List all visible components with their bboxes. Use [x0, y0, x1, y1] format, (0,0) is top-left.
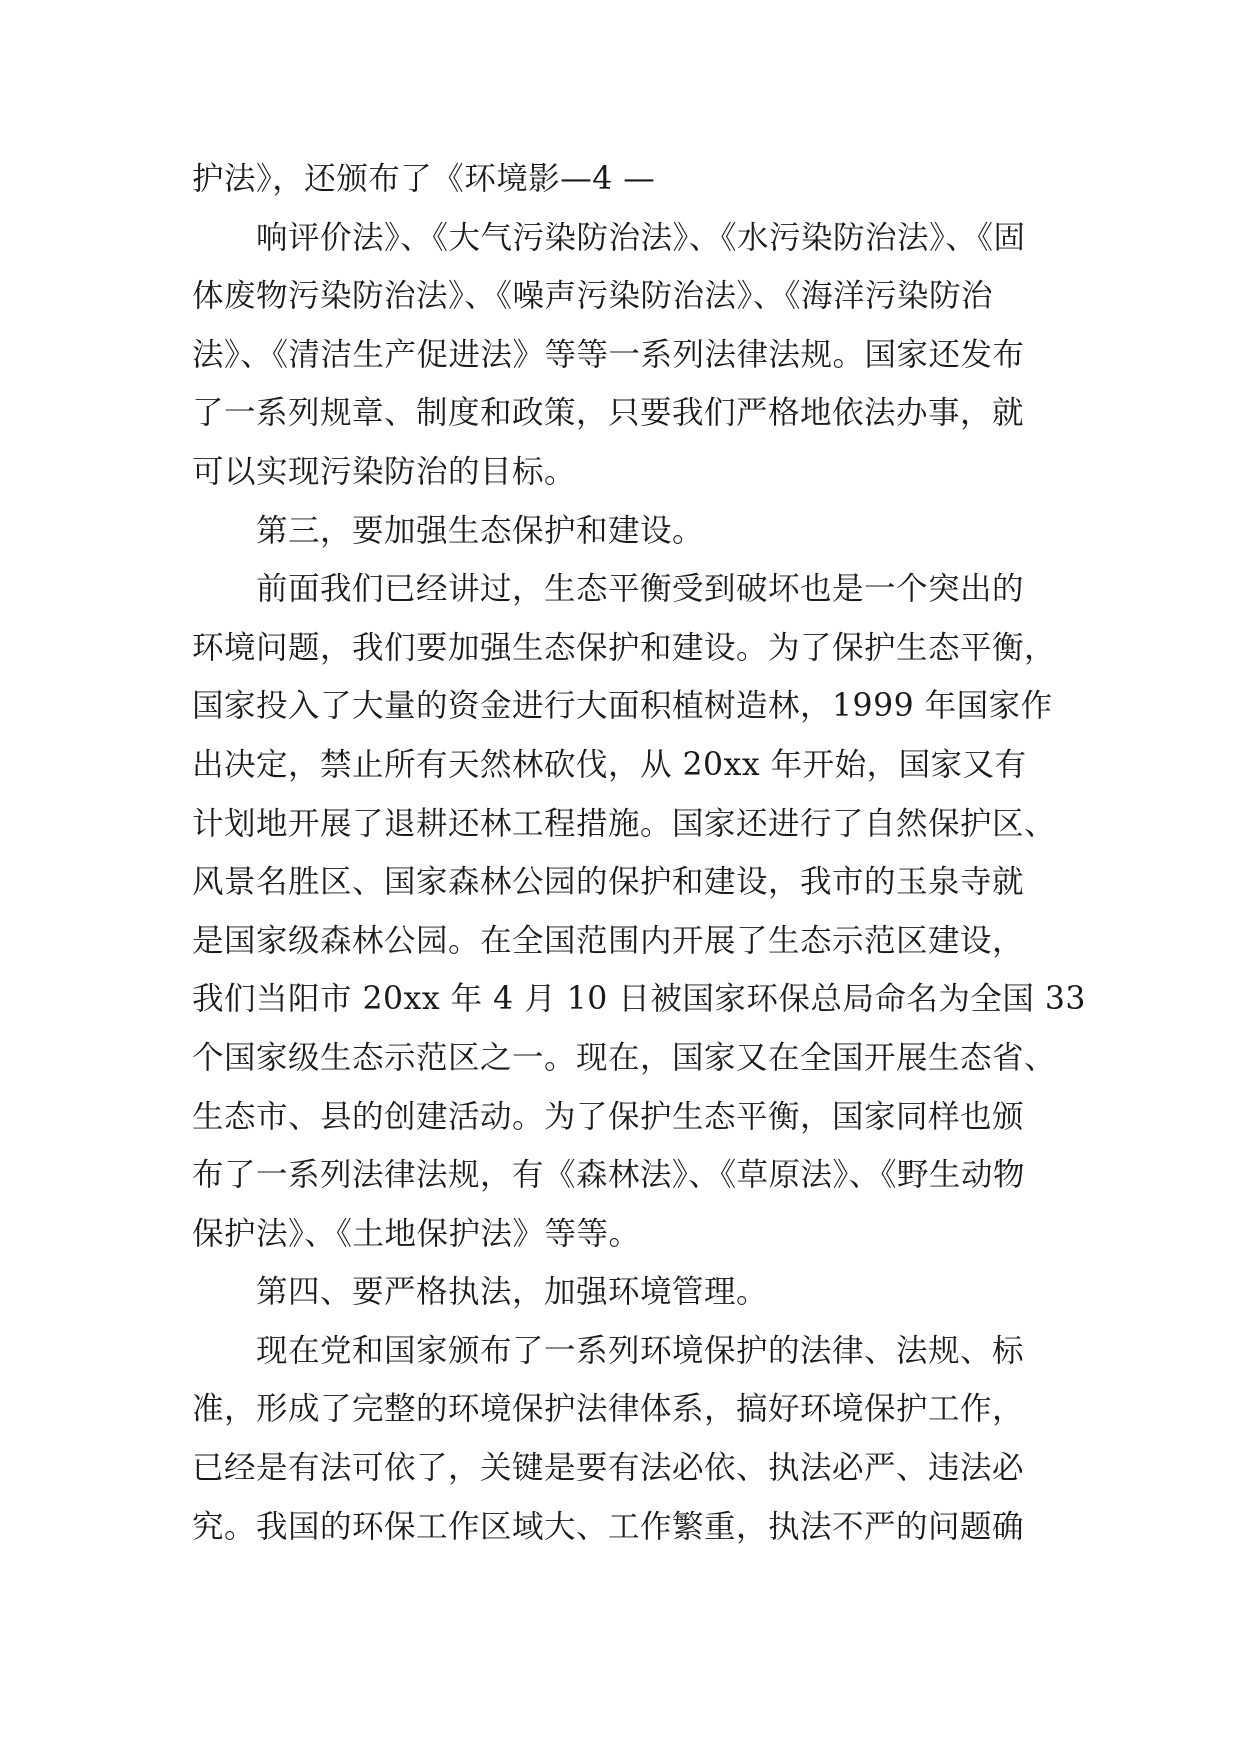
text-line: 准，形成了完整的环境保护法律体系，搞好环境保护工作， — [192, 1391, 1025, 1428]
text-line: 已经是有法可依了，关键是要有法必依、执法必严、违法必 — [192, 1450, 1025, 1487]
text-line: 是国家级森林公园。在全国范围内开展了生态示范区建设， — [192, 922, 1025, 959]
text-line: 前面我们已经讲过，生态平衡受到破坏也是一个突出的 — [256, 571, 1025, 608]
text-line: 出决定，禁止所有天然林砍伐，从 20xx 年开始，国家又有 — [192, 746, 1027, 783]
text-line: 响评价法》、《大气污染防治法》、《水污染防治法》、《固 — [256, 219, 1026, 256]
text-line: 生态市、县的创建活动。为了保护生态平衡，国家同样也颁 — [192, 1098, 1025, 1135]
text-line: 国家投入了大量的资金进行大面积植树造林，1999 年国家作 — [192, 688, 1053, 725]
text-line: 保护法》、《土地保护法》等等。 — [192, 1215, 641, 1252]
text-line: 个国家级生态示范区之一。现在，国家又在全国开展生态省、 — [192, 1039, 1057, 1076]
text-line: 究。我国的环保工作区域大、工作繁重，执法不严的问题确 — [192, 1508, 1025, 1545]
text-line: 可以实现污染防治的目标。 — [192, 453, 577, 490]
text-line: 第四、要严格执法，加强环境管理。 — [256, 1274, 769, 1311]
document-body — [192, 150, 1086, 1556]
text-line: 我们当阳市 20xx 年 4 月 10 日被国家环保总局命名为全国 33 — [192, 981, 1086, 1018]
text-line: 计划地开展了退耕还林工程措施。国家还进行了自然保护区、 — [192, 805, 1057, 842]
text-line: 布了一系列法律法规，有《森林法》、《草原法》、《野生动物 — [192, 1157, 1026, 1194]
text-line: 风景名胜区、国家森林公园的保护和建设，我市的玉泉寺就 — [192, 864, 1025, 901]
text-line: 环境问题，我们要加强生态保护和建设。为了保护生态平衡， — [192, 629, 1057, 666]
text-line: 了一系列规章、制度和政策，只要我们严格地依法办事，就 — [192, 395, 1025, 432]
text-line: 法》、《清洁生产促进法》等等一系列法律法规。国家还发布 — [192, 336, 1025, 373]
text-line: 现在党和国家颁布了一系列环境保护的法律、法规、标 — [256, 1332, 1025, 1369]
text-line: 护法》，还颁布了《环境影—4 — — [192, 161, 656, 197]
text-line: 体废物污染防治法》、《噪声污染防治法》、《海洋污染防治 — [192, 278, 994, 315]
text-line: 第三，要加强生态保护和建设。 — [256, 512, 705, 549]
